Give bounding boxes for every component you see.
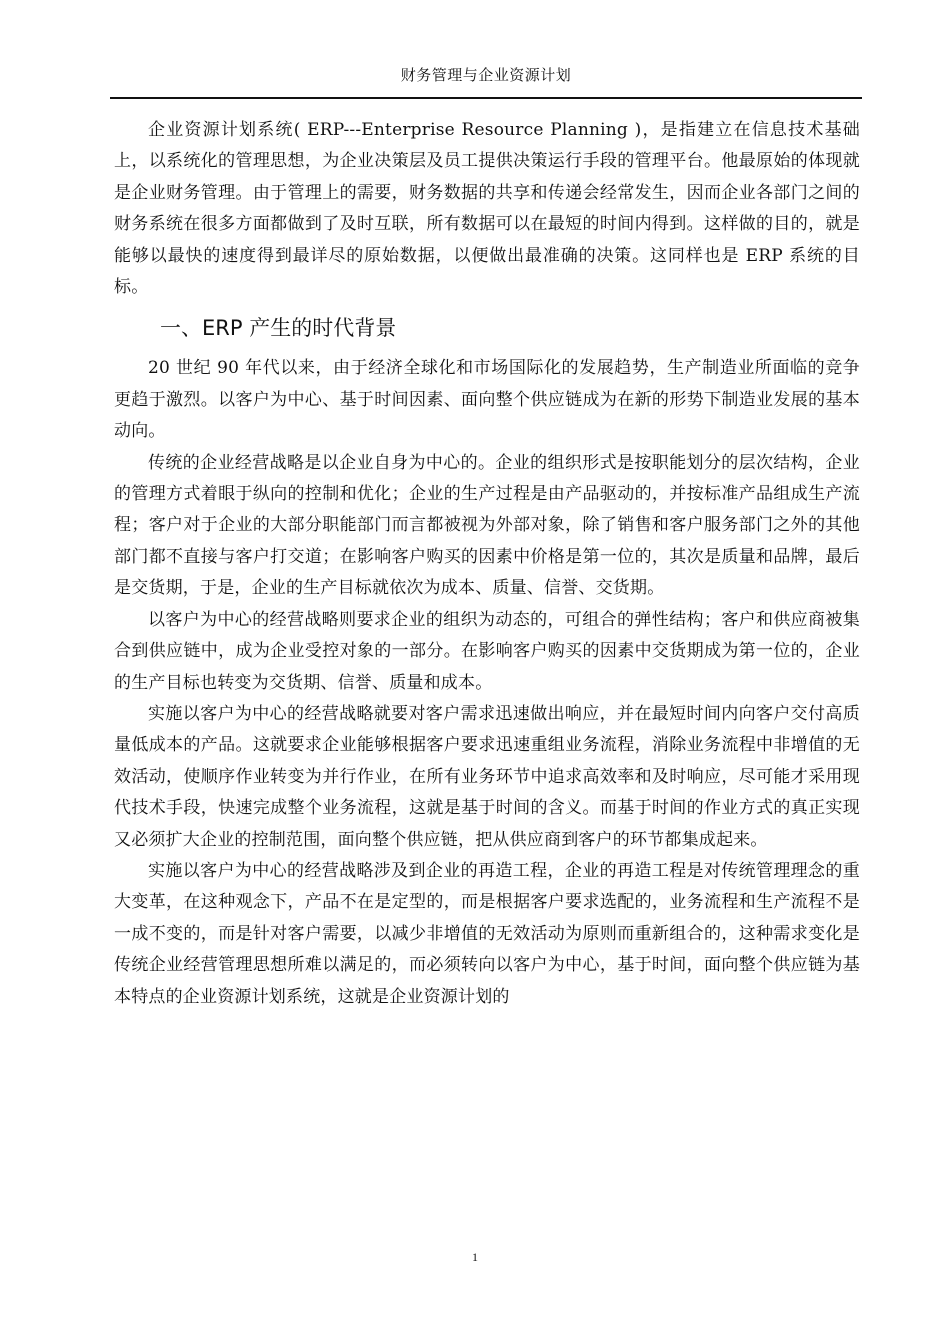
body-text — [114, 115, 860, 1013]
page-number: 1 — [472, 1250, 478, 1264]
paragraph: 20 世纪 90 年代以来，由于经济全球化和市场国际化的发展趋势，生产制造业所面临的竞争更趋于激烈。以客户为中心、基于时间因素、面向整个供应链成为在新的形势下制造业发展的基本动向。 — [114, 358, 860, 442]
paragraph: 以客户为中心的经营战略则要求企业的组织为动态的，可组合的弹性结构；客户和供应商被集合到供应链中，成为企业受控对象的一部分。在影响客户购买的因素中交货期成为第一位的，企业的生产目标也转变为交货期、信誉、质量和成本。 — [114, 609, 860, 693]
paragraph: 传统的企业经营战略是以企业自身为中心的。企业的组织形式是按职能划分的层次结构，企业的管理方式着眼于纵向的控制和优化；企业的生产过程是由产品驱动的，并按标准产品组成生产流程；客户对于企业的大部分职能部门而言都被视为外部对象，除了销售和客户服务部门之外的其他部门都不直接与客户打交道；在影响客户购买的因素中价格是第一位的，其次是质量和品牌，最后是交货期，于是，企业的生产目标就依次为成本、质量、信誉、交货期。 — [114, 452, 860, 599]
paragraph: 实施以客户为中心的经营战略涉及到企业的再造工程，企业的再造工程是对传统管理理念的重大变革，在这种观念下，产品不在是定型的，而是根据客户要求选配的，业务流程和生产流程不是一成不变的，而是针对客户需要，以减少非增值的无效活动为原则而重新组合的，这种需求变化是传统企业经营管理思想所难以满足的，而必须转向以客户为中心，基于时间，面向整个供应链为基本特点的企业资源计划系统，这就是企业资源计划的 — [114, 860, 860, 1007]
paragraph: 实施以客户为中心的经营战略就要对客户需求迅速做出响应，并在最短时间内向客户交付高质量低成本的产品。这就要求企业能够根据客户要求迅速重组业务流程，消除业务流程中非增值的无效活动，使顺序作业转变为并行作业，在所有业务环节中追求高效率和及时响应，尽可能才采用现代技术手段，快速完成整个业务流程，这就是基于时间的含义。而基于时间的作业方式的真正实现又必须扩大企业的控制范围，面向整个供应链，把从供应商到客户的环节都集成起来。 — [114, 703, 860, 850]
section-heading: 一、ERP 产生的时代背景 — [160, 316, 397, 341]
intro-paragraph: 企业资源计划系统( ERP---Enterprise Resource Planning )，是指建立在信息技术基础上，以系统化的管理思想，为企业决策层及员工提供决策运行手段的管理平台。他最原始的体现就是企业财务管理。由于管理上的需要，财务数据的共享和传递会经常发生，因而企业各部门之间的财务系统在很多方面都做到了及时互联，所有数据可以在最短的时间内得到。这样做的目的，就是能够以最快的速度得到最详尽的原始数据，以便做出最准确的决策。这同样也是 ERP 系统的目标。 — [114, 120, 860, 298]
running-header: 财务管理与企业资源计划 — [400, 66, 572, 84]
header-rule — [110, 97, 862, 99]
